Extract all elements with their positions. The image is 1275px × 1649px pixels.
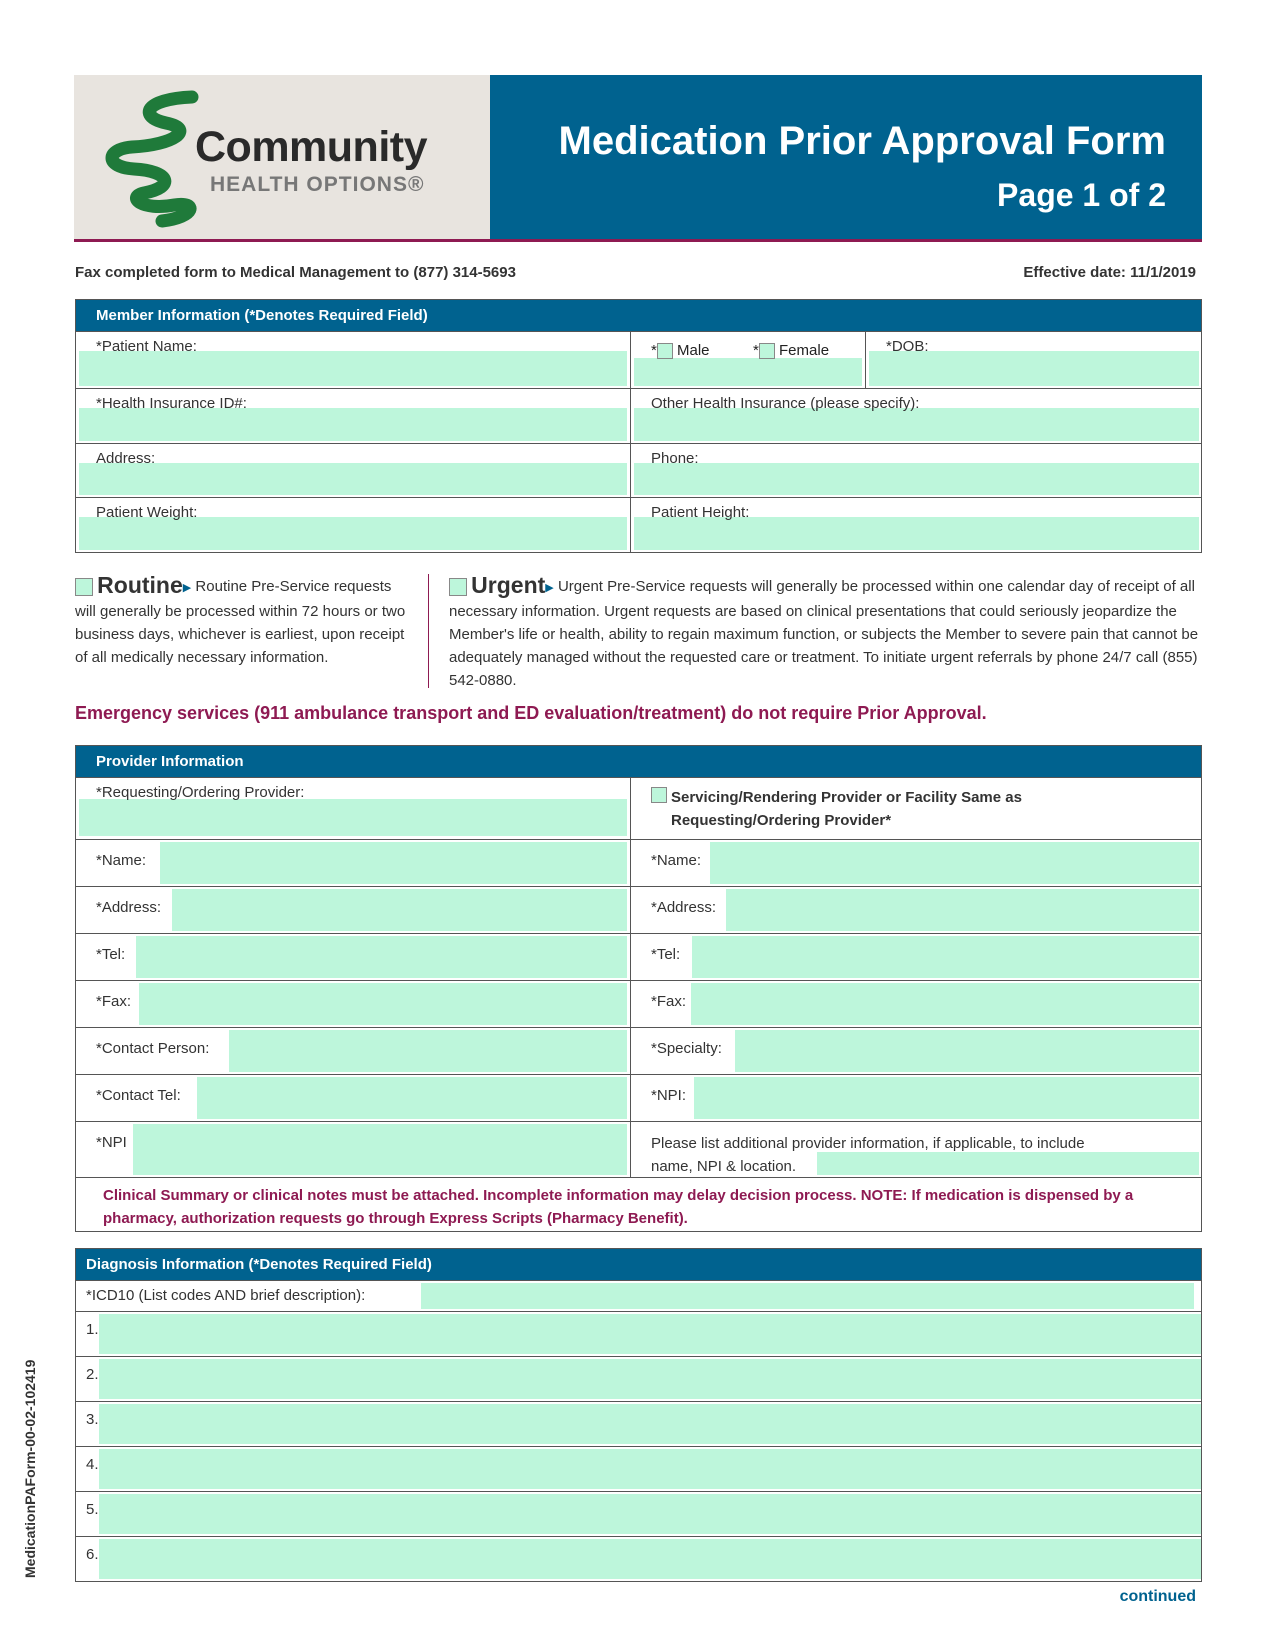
weight-cell: [76, 498, 630, 552]
insurance-id-field[interactable]: [79, 408, 627, 441]
logo-wordmark: Community: [195, 123, 427, 171]
diagnosis-line-number: 1.: [86, 1321, 99, 1338]
provider-information-section: [75, 745, 1202, 1232]
other-insurance-label: Other Health Insurance (please specify):: [651, 395, 920, 412]
requesting-provider-field[interactable]: [79, 799, 627, 836]
servicing-tel-field[interactable]: [692, 936, 1199, 978]
patient-name-label: *Patient Name:: [96, 338, 197, 355]
other-insurance-field[interactable]: [634, 408, 1199, 441]
provider-address-cell: [76, 887, 630, 933]
diagnosis-line: [76, 1402, 1201, 1446]
provider-npi-cell: [76, 1122, 630, 1177]
female-label: Female: [779, 342, 830, 359]
specialty-label: *Specialty:: [651, 1040, 722, 1057]
urgent-checkbox[interactable]: [449, 578, 467, 596]
member-information-section: [75, 299, 1202, 553]
urgent-text: Urgent Pre-Service requests will generally be processed within one calendar day of receipt of all necessary information. Urgent requests are based on clinical presentations that could seriously jeopardize the Member's life or health, ability to regain maximum function, or subjects the Member to severe pain that cannot be adequately managed without the requested care or treatment. To initiate urgent referrals by phone 24/7 call (855) 542-0880.: [449, 578, 1199, 689]
weight-field[interactable]: [79, 517, 627, 550]
continued-label: continued: [1119, 1588, 1196, 1605]
diagnosis-line-field[interactable]: [99, 1404, 1201, 1444]
phone-cell: [630, 444, 1201, 497]
diagnosis-line-field[interactable]: [99, 1359, 1201, 1399]
patient-name-field[interactable]: [79, 351, 627, 386]
contact-person-cell: [76, 1028, 630, 1074]
form-header: [74, 75, 1202, 242]
clinical-summary-note: Clinical Summary or clinical notes must be attached. Incomplete information may delay decision process. NOTE: If medication is dispensed by a pharmacy, authorization requests go through Express Scripts (Pharmacy Benefit).: [76, 1177, 1201, 1231]
provider-npi-label: *NPI: [96, 1134, 127, 1151]
female-option: * Female: [753, 342, 830, 359]
provider-address-field[interactable]: [172, 889, 627, 931]
diagnosis-line: [76, 1492, 1201, 1536]
servicing-address-label: *Address:: [651, 899, 717, 916]
servicing-npi-label: *NPI:: [651, 1087, 687, 1104]
diagnosis-information-section: [75, 1248, 1202, 1582]
diagnosis-line-number: 5.: [86, 1501, 99, 1518]
specialty-field[interactable]: [735, 1030, 1199, 1072]
page-title: Medication Prior Approval Form: [558, 119, 1166, 163]
routine-arrow-icon: ▶: [182, 582, 192, 594]
height-cell: [630, 498, 1201, 552]
routine-urgent-divider: [428, 574, 429, 688]
insurance-id-cell: [76, 389, 630, 443]
logo-subtitle: HEALTH OPTIONS®: [210, 173, 425, 196]
provider-fax-label: *Fax:: [96, 993, 132, 1010]
contact-person-label: *Contact Person:: [96, 1040, 210, 1057]
servicing-npi-field[interactable]: [694, 1077, 1199, 1119]
page-number: Page 1 of 2: [997, 177, 1166, 213]
servicing-tel-label: *Tel:: [651, 946, 681, 963]
diagnosis-line-field[interactable]: [99, 1449, 1201, 1489]
routine-checkbox[interactable]: [75, 578, 93, 596]
provider-tel-label: *Tel:: [96, 946, 126, 963]
servicing-same-label: Servicing/Rendering Provider or Facility Same as Requesting/Ordering Provider*: [671, 789, 1022, 829]
specialty-cell: [630, 1028, 1201, 1074]
provider-address-label: *Address:: [96, 899, 162, 916]
member-section-heading: Member Information (*Denotes Required Field): [76, 300, 1201, 331]
insurance-id-label: *Health Insurance ID#:: [96, 395, 247, 412]
contact-person-field[interactable]: [229, 1030, 627, 1072]
dob-field[interactable]: [869, 351, 1199, 386]
servicing-address-field[interactable]: [726, 889, 1199, 931]
diagnosis-line: [76, 1447, 1201, 1491]
icd-label: *ICD10 (List codes AND brief description):: [86, 1287, 366, 1304]
address-label: Address:: [96, 450, 156, 467]
address-cell: [76, 444, 630, 497]
diagnosis-line-number: 6.: [86, 1546, 99, 1563]
female-checkbox[interactable]: [759, 343, 775, 359]
contact-tel-cell: [76, 1075, 630, 1121]
diagnosis-line: [76, 1312, 1201, 1356]
form-code: MedicationPAForm-00-02-102419: [22, 1359, 38, 1578]
servicing-fax-field[interactable]: [691, 983, 1199, 1025]
sex-cell: [630, 332, 865, 388]
provider-name-cell: [76, 840, 630, 886]
additional-provider-cell: [630, 1122, 1201, 1177]
contact-tel-field[interactable]: [197, 1077, 627, 1119]
icd-field[interactable]: [421, 1283, 1194, 1309]
icd-cell: [76, 1281, 1201, 1311]
diagnosis-line-field[interactable]: [99, 1314, 1201, 1354]
servicing-npi-cell: [630, 1075, 1201, 1121]
servicing-tel-cell: [630, 934, 1201, 980]
additional-provider-label: Please list additional provider information, if applicable, to include name, NPI & location.: [651, 1135, 1085, 1175]
phone-field[interactable]: [634, 463, 1199, 495]
routine-title: Routine: [97, 572, 183, 598]
effective-date: Effective date: 11/1/2019: [1023, 264, 1196, 281]
provider-tel-field[interactable]: [136, 936, 627, 978]
routine-lead: Routine Pre-Service: [195, 578, 330, 595]
male-label: Male: [677, 342, 710, 359]
routine-block: [75, 574, 415, 669]
phone-label: Phone:: [651, 450, 699, 467]
diagnosis-section-heading: Diagnosis Information (*Denotes Required Field): [76, 1249, 1201, 1280]
servicing-name-label: *Name:: [651, 852, 702, 869]
other-insurance-cell: [630, 389, 1201, 443]
height-field[interactable]: [634, 517, 1199, 550]
diagnosis-line-number: 4.: [86, 1456, 99, 1473]
servicing-name-cell: [630, 840, 1201, 886]
provider-fax-cell: [76, 981, 630, 1027]
male-option: * Male: [651, 342, 710, 359]
urgent-block: [449, 574, 1207, 692]
servicing-same-cell: [630, 778, 1201, 839]
contact-tel-label: *Contact Tel:: [96, 1087, 181, 1104]
diagnosis-line: [76, 1537, 1201, 1581]
urgent-arrow-icon: ▶: [545, 582, 554, 594]
sex-field: [634, 358, 862, 386]
requesting-provider-cell: [76, 778, 630, 839]
dob-cell: [865, 332, 1201, 388]
fax-instruction: Fax completed form to Medical Management to (877) 314-5693: [75, 264, 516, 281]
diagnosis-line-number: 3.: [86, 1411, 99, 1428]
routine-text: requests will generally be processed within 72 hours or two business days, whichever is earliest, upon receipt of all medically necessary information.: [75, 578, 406, 666]
servicing-address-cell: [630, 887, 1201, 933]
provider-npi-field[interactable]: [133, 1124, 627, 1175]
weight-label: Patient Weight:: [96, 504, 198, 521]
height-label: Patient Height:: [651, 504, 750, 521]
logo: [74, 75, 490, 239]
address-field[interactable]: [79, 463, 627, 495]
diagnosis-line-field[interactable]: [99, 1539, 1201, 1579]
requesting-provider-label: *Requesting/Ordering Provider:: [96, 784, 305, 801]
diagnosis-line-number: 2.: [86, 1366, 99, 1383]
dob-label: *DOB:: [886, 338, 929, 355]
provider-fax-field[interactable]: [139, 983, 627, 1025]
provider-name-label: *Name:: [96, 852, 147, 869]
diagnosis-line-field[interactable]: [99, 1494, 1201, 1534]
servicing-fax-cell: [630, 981, 1201, 1027]
title-block: [490, 75, 1202, 239]
emergency-note: Emergency services (911 ambulance transport and ED evaluation/treatment) do not require Prior Approval.: [75, 703, 987, 723]
provider-name-field[interactable]: [160, 842, 627, 884]
male-checkbox[interactable]: [657, 343, 673, 359]
urgent-title: Urgent: [471, 572, 546, 598]
provider-tel-cell: [76, 934, 630, 980]
servicing-name-field[interactable]: [710, 842, 1199, 884]
diagnosis-line: [76, 1357, 1201, 1401]
patient-name-cell: [76, 332, 630, 388]
servicing-fax-label: *Fax:: [651, 993, 687, 1010]
servicing-same-checkbox[interactable]: [651, 787, 667, 803]
provider-section-heading: Provider Information: [76, 746, 1201, 777]
